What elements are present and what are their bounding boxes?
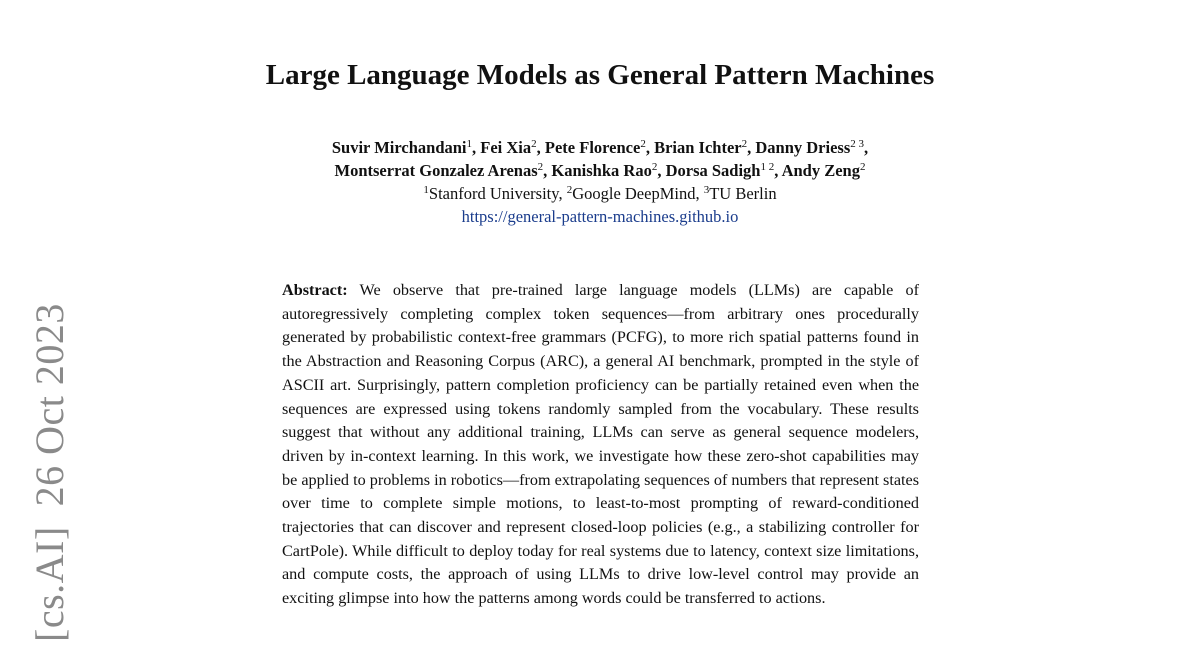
project-url-link[interactable]: https://general-pattern-machines.github.io — [461, 207, 739, 226]
author-name: Dorsa Sadigh — [665, 161, 761, 180]
author-affiliation-mark: 2 — [741, 138, 748, 150]
author-separator: , — [472, 138, 481, 157]
arxiv-category: [cs.AI] — [27, 526, 72, 642]
affiliation-separator: , — [558, 184, 567, 203]
author-name: Suvir Mirchandani — [331, 138, 467, 157]
affiliation-name: Stanford University — [428, 184, 559, 203]
author-separator: , — [747, 138, 756, 157]
author-affiliation-mark: 2 — [859, 161, 866, 173]
author-affiliation-mark: 2 — [640, 138, 646, 150]
author-separator: , — [536, 138, 545, 157]
affiliation-name: Google DeepMind — [572, 184, 696, 203]
author-line-1 — [0, 136, 1200, 159]
author-affiliation-mark: 2 — [531, 138, 537, 150]
arxiv-sidebar-stamp — [27, 303, 72, 648]
affiliations-line — [0, 182, 1200, 205]
author-line-2 — [0, 159, 1200, 182]
author-name: Brian Ichter — [654, 138, 742, 157]
author-affiliation-mark: 2 3 — [850, 138, 864, 150]
author-affiliation-mark: 2 — [651, 161, 658, 173]
affiliation-mark: 1 — [423, 184, 429, 196]
author-block — [0, 136, 1200, 228]
author-name: Andy Zeng — [781, 161, 860, 180]
author-name: Pete Florence — [544, 138, 641, 157]
author-separator: , — [645, 138, 655, 157]
affiliation-mark: 2 — [566, 184, 573, 196]
author-separator: , — [864, 138, 869, 157]
abstract-label: Abstract: — [282, 281, 348, 299]
author-name: Danny Driess — [755, 138, 851, 157]
author-name: Kanishka Rao — [551, 161, 652, 180]
abstract-text: We observe that pre-trained large language models (LLMs) are capable of autoregressively completing complex token sequences—from arbitrary ones procedurally generated by probabilistic context-free grammars (PCFG), to more rich spatial patterns found in the Abstraction and Reasoning Corpus (ARC), a general AI benchmark, prompted in the style of ASCII art. Surprisingly, pattern completion proficiency can be partially retained even when the sequences are expressed using tokens randomly sampled from the vocabulary. These results suggest that without any additional training, LLMs can serve as general sequence modelers, driven by in-context learning. In this work, we investigate how these zero-shot capabilities may be applied to problems in robotics—from extrapolating sequences of numbers that represent states over time to complete simple motions, to least-to-most prompting of reward-conditioned trajectories that can discover and represent closed-loop policies (e.g., a stabilizing controller for CartPole). While difficult to deploy today for real systems due to latency, context size limitations, and compute costs, the approach of using LLMs to drive low-level control may provide an exciting glimpse into how the patterns among words could be transferred to actions. — [282, 281, 919, 608]
author-affiliation-mark: 2 — [537, 161, 544, 173]
abstract — [282, 279, 919, 611]
author-separator: , — [774, 161, 782, 180]
author-affiliation-mark: 1 2 — [760, 161, 775, 173]
affiliation-mark: 3 — [703, 184, 710, 196]
author-name: Fei Xia — [480, 138, 532, 157]
paper-title: Large Language Models as General Pattern Machines — [265, 59, 935, 91]
author-name: Montserrat Gonzalez Arenas — [334, 161, 538, 180]
affiliation-separator: , — [695, 184, 704, 203]
affiliation-name: TU Berlin — [709, 184, 777, 203]
author-separator: , — [543, 161, 552, 180]
arxiv-date: 26 Oct 2023 — [27, 303, 72, 507]
author-affiliation-mark: 1 — [466, 138, 473, 150]
project-url-line — [0, 205, 1200, 228]
author-separator: , — [657, 161, 666, 180]
